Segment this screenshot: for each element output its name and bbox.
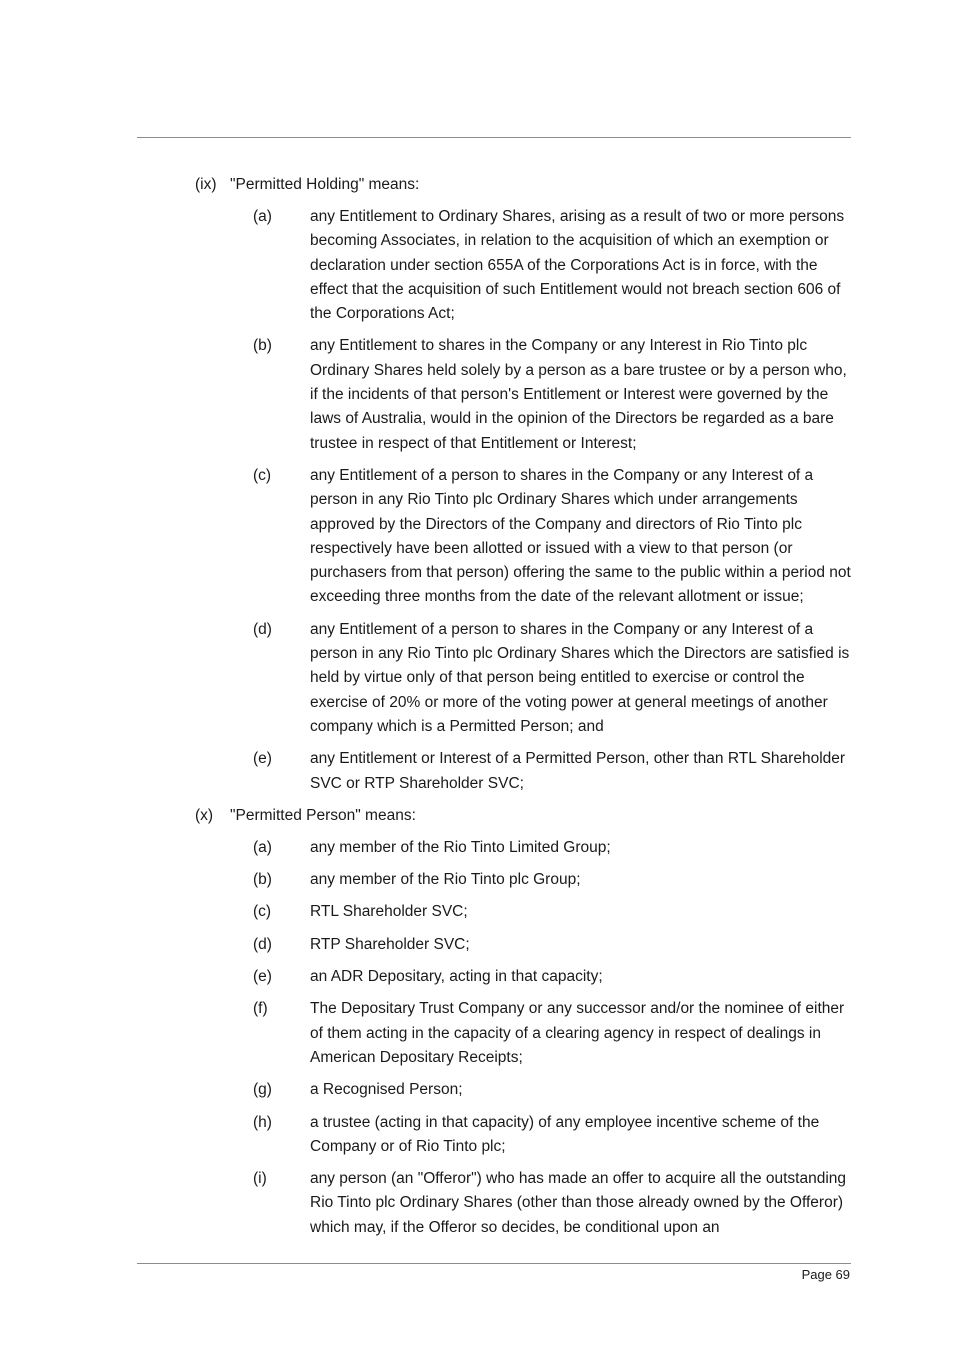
footer-rule (137, 1263, 851, 1264)
item-text: The Depositary Trust Company or any successor and/or the nominee of either of them acting in the capacity of a clearing agency in respect of dealings in American Depositary Receipts; (310, 1000, 845, 1066)
item-text: RTP Shareholder SVC; (310, 935, 470, 953)
definition-number: (ix) (195, 176, 217, 193)
item-label: (a) (253, 208, 272, 225)
item-label: (h) (253, 1113, 272, 1131)
list-item (0, 1111, 965, 1160)
list-item (0, 965, 965, 989)
item-text: any member of the Rio Tinto plc Group; (310, 871, 581, 889)
definition-heading (0, 173, 965, 197)
item-text: any Entitlement to shares in the Company or any Interest in Rio Tinto plc Ordinary Shares held solely by a person as a bare trustee or by a person who, if the incidents of that person's Entitlement or Interest were governed by the laws of Australia, would in the opinion of the Directors be regarded as a bare trustee in respect of that Entitlement or Interest; (310, 337, 847, 452)
item-text: any Entitlement to Ordinary Shares, arising as a result of two or more persons becoming Associates, in relation to the acquisition of which an exemption or declaration under section 655A of the Corporations Act is in force, with the effect that the acquisition of such Entitlement would not breach section 606 of the Corporations Act; (310, 208, 845, 323)
item-label: (g) (253, 1081, 272, 1099)
header-rule (137, 137, 851, 138)
item-label: (i) (253, 1170, 267, 1188)
item-label: (b) (253, 337, 272, 355)
item-text: a Recognised Person; (310, 1081, 463, 1099)
definition-title: "Permitted Person" means: (230, 806, 416, 824)
definition-number: (x) (195, 806, 214, 824)
list-item (0, 1078, 965, 1102)
list-item (0, 205, 965, 326)
item-text: a trustee (acting in that capacity) of any employee incentive scheme of the Company or of Rio Tinto plc; (310, 1113, 820, 1155)
item-text: an ADR Depositary, acting in that capacity; (310, 968, 603, 986)
item-text: any Entitlement or Interest of a Permitted Person, other than RTL Shareholder SVC or RTP Shareholder SVC; (310, 750, 846, 792)
definition-title: "Permitted Holding" means: (230, 176, 420, 193)
item-label: (e) (253, 968, 272, 986)
item-text: any member of the Rio Tinto Limited Group; (310, 838, 611, 856)
item-label: (e) (253, 750, 272, 768)
item-label: (c) (253, 466, 272, 484)
page-number: Page 69 (801, 1267, 850, 1282)
item-label: (a) (253, 838, 272, 856)
item-label: (b) (253, 871, 272, 889)
document-body (0, 173, 965, 1248)
list-item (0, 933, 965, 957)
list-item (0, 900, 965, 924)
list-item (0, 997, 965, 1070)
item-label: (f) (253, 1000, 268, 1018)
item-text: any Entitlement of a person to shares in the Company or any Interest of a person in any Rio Tinto plc Ordinary Shares which under arrangements approved by the Directors of the Company and directors of Rio Tinto plc respectively have been allotted or issued with a view to that person (or purchasers from that person) offering the same to the public within a period not exceeding three months from the date of the relevant allotment or issue; (310, 466, 851, 606)
item-text: any person (an "Offeror") who has made an offer to acquire all the outstanding Rio Tinto plc Ordinary Shares (other than those already owned by the Offeror) which may, if the Offeror so decides, be conditional upon an (310, 1170, 847, 1236)
list-item (0, 618, 965, 739)
list-item (0, 868, 965, 892)
item-label: (d) (253, 935, 272, 953)
item-label: (d) (253, 620, 272, 638)
list-item (0, 747, 965, 796)
list-item (0, 464, 965, 610)
item-text: any Entitlement of a person to shares in the Company or any Interest of a person in any Rio Tinto plc Ordinary Shares which the Directors are satisfied is held by virtue only of that person being entitled to exercise or control the exercise of 20% or more of the voting power at general meetings of another company which is a Permitted Person; and (310, 620, 850, 735)
definition-heading (0, 804, 965, 828)
item-label: (c) (253, 903, 272, 921)
list-item (0, 334, 965, 455)
list-item (0, 1167, 965, 1240)
list-item (0, 836, 965, 860)
item-text: RTL Shareholder SVC; (310, 903, 468, 921)
